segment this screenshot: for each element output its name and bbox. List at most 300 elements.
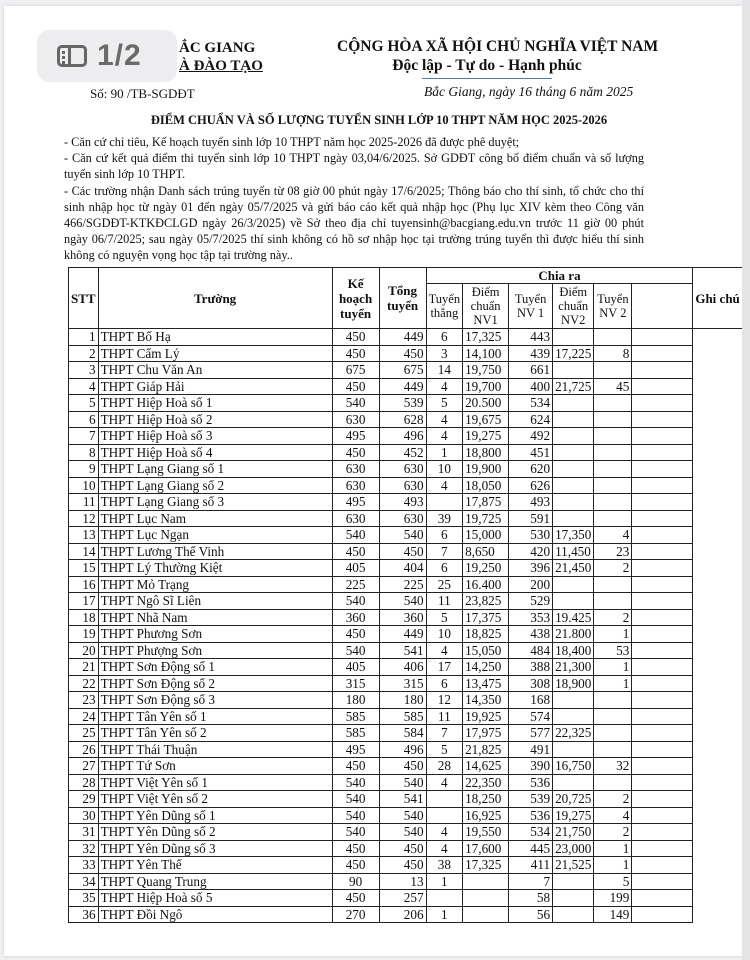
school-name: THPT Thái Thuận: [98, 741, 332, 758]
table-row: [69, 543, 743, 560]
total-admitted: 585: [379, 708, 426, 725]
direct-admit: 14: [426, 362, 463, 379]
admitted-nv1: 624: [509, 411, 553, 428]
agency-line-2: À ĐÀO TẠO: [179, 58, 263, 74]
admitted-nv2: [594, 576, 632, 593]
admitted-nv1: 534: [509, 824, 553, 841]
direct-admit: 11: [426, 593, 463, 610]
document-date: Bắc Giang, ngày 16 tháng 6 năm 2025: [424, 84, 634, 99]
admitted-nv2: [594, 428, 632, 445]
direct-admit: 4: [426, 642, 463, 659]
cutoff-nv1: 17,375: [463, 609, 509, 626]
cutoff-nv2: [553, 411, 594, 428]
plan-quota: 180: [332, 692, 379, 709]
admitted-nv2: 2: [594, 791, 632, 808]
school-name: THPT Nhã Nam: [98, 609, 332, 626]
cutoff-nv2: 21,300: [553, 659, 594, 676]
cutoff-nv1: 17,325: [463, 329, 509, 346]
note: [632, 345, 693, 362]
table-row: [69, 675, 743, 692]
row-stt: 18: [69, 609, 99, 626]
cutoff-nv1: 20.500: [463, 395, 509, 412]
cutoff-nv1: 17,600: [463, 840, 509, 857]
admitted-nv1: 661: [509, 362, 553, 379]
admitted-nv2: 199: [594, 890, 632, 907]
cutoff-nv1: 21,825: [463, 741, 509, 758]
direct-admit: 6: [426, 329, 463, 346]
row-stt: 21: [69, 659, 99, 676]
cutoff-nv2: [553, 362, 594, 379]
cutoff-nv2: [553, 444, 594, 461]
direct-admit: 7: [426, 543, 463, 560]
note: [632, 329, 693, 346]
table-row: [69, 461, 743, 478]
row-stt: 7: [69, 428, 99, 445]
cutoff-nv1: 19,550: [463, 824, 509, 841]
note: [632, 708, 693, 725]
cutoff-nv2: 18,900: [553, 675, 594, 692]
row-stt: 23: [69, 692, 99, 709]
admitted-nv1: 620: [509, 461, 553, 478]
admitted-nv1: 577: [509, 725, 553, 742]
table-row: [69, 741, 743, 758]
table-row: [69, 857, 743, 874]
table-row: [69, 659, 743, 676]
note: [632, 378, 693, 395]
admitted-nv1: 484: [509, 642, 553, 659]
school-name: THPT Tân Yên số 1: [98, 708, 332, 725]
admitted-nv1: 58: [509, 890, 553, 907]
school-name: THPT Việt Yên số 1: [98, 774, 332, 791]
direct-admit: 4: [426, 840, 463, 857]
cutoff-nv2: 18,400: [553, 642, 594, 659]
plan-quota: 495: [332, 428, 379, 445]
school-name: THPT Hiệp Hoà số 3: [98, 428, 332, 445]
total-admitted: 540: [379, 807, 426, 824]
admitted-nv1: 168: [509, 692, 553, 709]
admitted-nv1: 438: [509, 626, 553, 643]
row-stt: 36: [69, 906, 99, 923]
row-stt: 12: [69, 510, 99, 527]
total-admitted: 404: [379, 560, 426, 577]
cutoff-nv1: 19,250: [463, 560, 509, 577]
table-row: [69, 395, 743, 412]
admitted-nv1: 536: [509, 807, 553, 824]
school-name: THPT Lạng Giang số 2: [98, 477, 332, 494]
direct-admit: 6: [426, 560, 463, 577]
table-row: [69, 362, 743, 379]
direct-admit: [426, 791, 463, 808]
direct-admit: 12: [426, 692, 463, 709]
table-row: [69, 873, 743, 890]
cutoff-nv2: [553, 510, 594, 527]
admitted-nv1: 396: [509, 560, 553, 577]
direct-admit: 10: [426, 461, 463, 478]
table-row: [69, 378, 743, 395]
row-stt: 31: [69, 824, 99, 841]
admitted-nv2: [594, 741, 632, 758]
plan-quota: 630: [332, 411, 379, 428]
admitted-nv1: 439: [509, 345, 553, 362]
admitted-nv2: 149: [594, 906, 632, 923]
table-header-row: [69, 268, 743, 284]
table-row: [69, 510, 743, 527]
admitted-nv1: 443: [509, 329, 553, 346]
table-row: [69, 576, 743, 593]
note: [632, 758, 693, 775]
total-admitted: 630: [379, 461, 426, 478]
direct-admit: 38: [426, 857, 463, 874]
paragraph: - Các trường nhận Danh sách trúng tuyển từ 08 giờ 00 phút ngày 17/6/2025; Thông báo cho thí sinh, tổ chức cho thí sinh nhập học từ ngày 01 đến ngày 05/7/2025 và gửi báo cáo kết quả nhập học (Phụ lục XIV kèm theo Công văn 466/SGDĐT-KTKĐCLGD ngày 26/3/2025) về Sở theo địa chỉ tuyensinh@bacgiang.edu.vn trước 11 giờ 00 phút ngày 06/7/2025; sau ngày 05/7/2025 thí sinh không có hồ sơ nhập học tại trường trúng tuyển thì được hiểu thí sinh không có nguyện vọng học tập tại trường này..: [64, 183, 644, 263]
plan-quota: 90: [332, 873, 379, 890]
school-name: THPT Ngô Sĩ Liên: [98, 593, 332, 610]
note: [632, 857, 693, 874]
table-row: [69, 642, 743, 659]
direct-admit: 39: [426, 510, 463, 527]
plan-quota: 450: [332, 543, 379, 560]
cutoff-nv2: 17,225: [553, 345, 594, 362]
direct-admit: 1: [426, 906, 463, 923]
paragraph: - Căn cứ chỉ tiêu, Kế hoạch tuyển sinh lớp 10 THPT năm học 2025-2026 đã được phê duyệt;: [64, 135, 520, 149]
note: [632, 428, 693, 445]
school-name: THPT Chu Văn An: [98, 362, 332, 379]
direct-admit: 4: [426, 411, 463, 428]
table-row: [69, 890, 743, 907]
note: [632, 675, 693, 692]
cutoff-nv1: 19,275: [463, 428, 509, 445]
cutoff-nv2: 21,525: [553, 857, 594, 874]
admitted-nv1: 591: [509, 510, 553, 527]
direct-admit: 4: [426, 774, 463, 791]
direct-admit: 10: [426, 626, 463, 643]
scrollbar[interactable]: [742, 0, 750, 960]
cutoff-nv1: 17,325: [463, 857, 509, 874]
cutoff-nv1: 8,650: [463, 543, 509, 560]
school-name: THPT Lạng Giang số 3: [98, 494, 332, 511]
admitted-nv2: [594, 692, 632, 709]
cutoff-nv1: 19,700: [463, 378, 509, 395]
paragraph: - Căn cứ kết quả điểm thi tuyển sinh lớp 10 THPT ngày 03,04/6/2025. Sở GDĐT công bố điểm chuẩn và số lượng tuyển sinh lớp 10 THPT.: [64, 151, 644, 182]
country-name: CỘNG HÒA XÃ HỘI CHỦ NGHĨA VIỆT NAM: [337, 38, 659, 55]
admitted-nv2: [594, 774, 632, 791]
school-name: THPT Yên Dũng số 3: [98, 840, 332, 857]
sidebar-pages-icon: [57, 45, 87, 67]
note: [632, 725, 693, 742]
note: [632, 692, 693, 709]
admitted-nv1: 308: [509, 675, 553, 692]
direct-admit: [426, 807, 463, 824]
plan-quota: 540: [332, 593, 379, 610]
cutoff-nv1: 17,875: [463, 494, 509, 511]
cutoff-nv1: [463, 890, 509, 907]
header-school: Trường: [98, 268, 332, 329]
admitted-nv1: 529: [509, 593, 553, 610]
table-row: [69, 329, 743, 346]
row-stt: 26: [69, 741, 99, 758]
table-row: [69, 774, 743, 791]
cutoff-nv2: [553, 494, 594, 511]
cutoff-nv1: 19,925: [463, 708, 509, 725]
admitted-nv2: 5: [594, 873, 632, 890]
cutoff-nv1: [463, 906, 509, 923]
direct-admit: 5: [426, 609, 463, 626]
cutoff-nv2: 19.425: [553, 609, 594, 626]
total-admitted: 257: [379, 890, 426, 907]
total-admitted: 450: [379, 758, 426, 775]
note: [632, 527, 693, 544]
admitted-nv2: [594, 510, 632, 527]
total-admitted: 584: [379, 725, 426, 742]
table-row: [69, 527, 743, 544]
admitted-nv1: 626: [509, 477, 553, 494]
school-name: THPT Bố Hạ: [98, 329, 332, 346]
cutoff-nv1: 15,000: [463, 527, 509, 544]
direct-admit: 5: [426, 741, 463, 758]
cutoff-nv1: 16.400: [463, 576, 509, 593]
school-name: THPT Hiệp Hoà số 5: [98, 890, 332, 907]
cutoff-nv1: 22,350: [463, 774, 509, 791]
school-name: THPT Lương Thế Vinh: [98, 543, 332, 560]
header-admit-nv1: Tuyển NV 1: [509, 284, 553, 329]
school-name: THPT Yên Dũng số 1: [98, 807, 332, 824]
table-row: [69, 345, 743, 362]
table-row: [69, 791, 743, 808]
header-plan: Kế hoạch tuyển: [332, 268, 379, 329]
admitted-nv1: 390: [509, 758, 553, 775]
row-stt: 19: [69, 626, 99, 643]
admitted-nv2: 8: [594, 345, 632, 362]
row-stt: 25: [69, 725, 99, 742]
direct-admit: 28: [426, 758, 463, 775]
table-row: [69, 626, 743, 643]
total-admitted: 540: [379, 593, 426, 610]
cutoff-nv2: [553, 461, 594, 478]
cutoff-nv1: 14,100: [463, 345, 509, 362]
row-stt: 17: [69, 593, 99, 610]
plan-quota: 450: [332, 890, 379, 907]
admitted-nv2: [594, 708, 632, 725]
plan-quota: 450: [332, 329, 379, 346]
header-note: Ghi chú: [693, 268, 742, 329]
school-name: THPT Tân Yên số 2: [98, 725, 332, 742]
note: [632, 576, 693, 593]
plan-quota: 495: [332, 494, 379, 511]
note: [632, 791, 693, 808]
admitted-nv2: 23: [594, 543, 632, 560]
school-name: THPT Đồi Ngô: [98, 906, 332, 923]
note: [632, 411, 693, 428]
cutoff-nv2: [553, 741, 594, 758]
note: [632, 444, 693, 461]
cutoff-nv2: [553, 708, 594, 725]
total-admitted: 180: [379, 692, 426, 709]
plan-quota: 315: [332, 675, 379, 692]
table-row: [69, 807, 743, 824]
header-score-nv2: Điểm chuẩn NV2: [553, 284, 594, 329]
row-stt: 4: [69, 378, 99, 395]
total-admitted: 449: [379, 378, 426, 395]
admitted-nv1: 530: [509, 527, 553, 544]
cutoff-nv2: 21,450: [553, 560, 594, 577]
admitted-nv1: 451: [509, 444, 553, 461]
cutoff-nv2: [553, 692, 594, 709]
total-admitted: 449: [379, 329, 426, 346]
admitted-nv2: 1: [594, 857, 632, 874]
admitted-nv2: [594, 725, 632, 742]
row-stt: 14: [69, 543, 99, 560]
table-body: [69, 329, 743, 923]
plan-quota: 225: [332, 576, 379, 593]
row-stt: 24: [69, 708, 99, 725]
note: [632, 626, 693, 643]
plan-quota: 540: [332, 807, 379, 824]
admitted-nv2: [594, 444, 632, 461]
note: [632, 362, 693, 379]
header-score-nv1: Điểm chuẩn NV1: [463, 284, 509, 329]
table-row: [69, 725, 743, 742]
table-row: [69, 477, 743, 494]
school-name: THPT Phượng Sơn: [98, 642, 332, 659]
plan-quota: 540: [332, 642, 379, 659]
school-name: THPT Phương Sơn: [98, 626, 332, 643]
admitted-nv1: 493: [509, 494, 553, 511]
row-stt: 13: [69, 527, 99, 544]
total-admitted: 539: [379, 395, 426, 412]
total-admitted: 206: [379, 906, 426, 923]
table-row: [69, 560, 743, 577]
total-admitted: 452: [379, 444, 426, 461]
cutoff-nv1: 14,350: [463, 692, 509, 709]
school-name: THPT Lạng Giang số 1: [98, 461, 332, 478]
national-motto: [337, 38, 659, 79]
plan-quota: 450: [332, 626, 379, 643]
motto: Độc lập - Tự do - Hạnh phúc: [392, 57, 582, 74]
cutoff-nv1: 17,975: [463, 725, 509, 742]
row-stt: 32: [69, 840, 99, 857]
school-name: THPT Sơn Động số 1: [98, 659, 332, 676]
admitted-nv2: 1: [594, 626, 632, 643]
note: [632, 906, 693, 923]
row-stt: 34: [69, 873, 99, 890]
note: [632, 774, 693, 791]
cutoff-nv2: [553, 576, 594, 593]
cutoff-nv2: [553, 477, 594, 494]
note: [632, 395, 693, 412]
plan-quota: 540: [332, 395, 379, 412]
plan-quota: 585: [332, 725, 379, 742]
plan-quota: 450: [332, 378, 379, 395]
total-admitted: 540: [379, 774, 426, 791]
school-name: THPT Hiệp Hoà số 2: [98, 411, 332, 428]
total-admitted: 496: [379, 741, 426, 758]
plan-quota: 450: [332, 840, 379, 857]
cutoff-nv2: [553, 428, 594, 445]
school-name: THPT Lý Thường Kiệt: [98, 560, 332, 577]
school-name: THPT Mỏ Trạng: [98, 576, 332, 593]
cutoff-nv2: [553, 774, 594, 791]
note: [632, 840, 693, 857]
admitted-nv2: 4: [594, 807, 632, 824]
admitted-nv2: [594, 362, 632, 379]
plan-quota: 450: [332, 758, 379, 775]
cutoff-nv2: 11,450: [553, 543, 594, 560]
row-stt: 5: [69, 395, 99, 412]
total-admitted: 540: [379, 527, 426, 544]
note: [632, 741, 693, 758]
cutoff-nv1: 23,825: [463, 593, 509, 610]
plan-quota: 450: [332, 444, 379, 461]
plan-quota: 540: [332, 791, 379, 808]
admitted-nv2: [594, 477, 632, 494]
admitted-nv2: 32: [594, 758, 632, 775]
note: [632, 510, 693, 527]
cutoff-nv1: 16,925: [463, 807, 509, 824]
row-stt: 35: [69, 890, 99, 907]
note: [632, 609, 693, 626]
admitted-nv2: 53: [594, 642, 632, 659]
admitted-nv1: 534: [509, 395, 553, 412]
cutoff-nv1: 14,250: [463, 659, 509, 676]
direct-admit: 3: [426, 345, 463, 362]
plan-quota: 540: [332, 527, 379, 544]
cutoff-nv1: 18,050: [463, 477, 509, 494]
direct-admit: [426, 890, 463, 907]
school-name: THPT Việt Yên số 2: [98, 791, 332, 808]
table-row: [69, 444, 743, 461]
admitted-nv1: 539: [509, 791, 553, 808]
note: [632, 477, 693, 494]
direct-admit: 5: [426, 395, 463, 412]
row-stt: 15: [69, 560, 99, 577]
total-admitted: 315: [379, 675, 426, 692]
cutoff-nv2: 17,350: [553, 527, 594, 544]
header-admit-nv2: Tuyển NV 2: [594, 284, 632, 329]
table-row: [69, 906, 743, 923]
cutoff-nv2: [553, 593, 594, 610]
table-row: [69, 824, 743, 841]
row-stt: 10: [69, 477, 99, 494]
plan-quota: 270: [332, 906, 379, 923]
admitted-nv2: [594, 411, 632, 428]
note: [632, 560, 693, 577]
row-stt: 27: [69, 758, 99, 775]
admitted-nv1: 56: [509, 906, 553, 923]
plan-quota: 405: [332, 560, 379, 577]
plan-quota: 675: [332, 362, 379, 379]
total-admitted: 493: [379, 494, 426, 511]
admitted-nv2: [594, 593, 632, 610]
row-stt: 33: [69, 857, 99, 874]
school-name: THPT Yên Thế: [98, 857, 332, 874]
total-admitted: 675: [379, 362, 426, 379]
total-admitted: 628: [379, 411, 426, 428]
cutoff-nv2: 21,750: [553, 824, 594, 841]
cutoff-nv1: 19,750: [463, 362, 509, 379]
admitted-nv1: 388: [509, 659, 553, 676]
admitted-nv1: 400: [509, 378, 553, 395]
note: [632, 824, 693, 841]
school-name: THPT Sơn Động số 3: [98, 692, 332, 709]
page-indicator[interactable]: [37, 30, 177, 82]
table-row: [69, 428, 743, 445]
direct-admit: 6: [426, 527, 463, 544]
cutoff-nv2: [553, 329, 594, 346]
direct-admit: 4: [426, 477, 463, 494]
total-admitted: 540: [379, 824, 426, 841]
admitted-nv2: 45: [594, 378, 632, 395]
cutoff-nv2: 21.800: [553, 626, 594, 643]
admitted-nv2: [594, 329, 632, 346]
